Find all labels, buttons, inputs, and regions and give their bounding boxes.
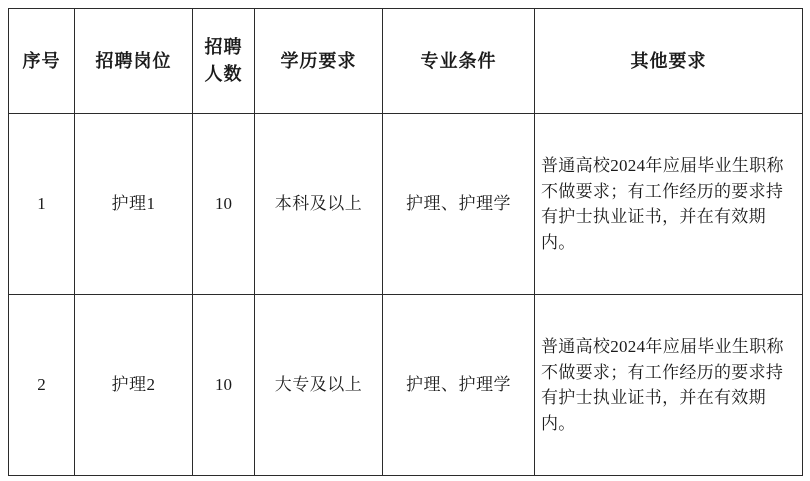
cell-seq: 2 — [9, 295, 75, 476]
column-header-other — [535, 9, 803, 114]
column-header-count-label-line1: 招聘 — [204, 37, 243, 57]
column-header-major-label: 专业条件 — [420, 50, 497, 71]
table-row — [9, 295, 803, 476]
cell-other-text: 普通高校2024年应届毕业生职称不做要求；有工作经历的要求持有护士执业证书，并在有效期内。 — [541, 337, 784, 433]
cell-seq: 1 — [9, 114, 75, 295]
cell-other — [535, 114, 803, 295]
column-header-post-label: 招聘岗位 — [95, 50, 172, 71]
cell-education: 本科及以上 — [255, 114, 383, 295]
table-header-row — [9, 9, 803, 114]
cell-other-text: 普通高校2024年应届毕业生职称不做要求；有工作经历的要求持有护士执业证书，并在有效期内。 — [541, 156, 784, 252]
table-body — [9, 114, 803, 476]
column-header-education-label: 学历要求 — [280, 50, 357, 71]
column-header-major — [383, 9, 535, 114]
recruitment-table — [8, 8, 803, 476]
cell-other — [535, 295, 803, 476]
column-header-education — [255, 9, 383, 114]
cell-major: 护理、护理学 — [383, 295, 535, 476]
table-row — [9, 114, 803, 295]
cell-count: 10 — [193, 295, 255, 476]
column-header-other-label: 其他要求 — [630, 50, 707, 71]
cell-count: 10 — [193, 114, 255, 295]
column-header-count — [193, 9, 255, 114]
cell-post: 护理1 — [75, 114, 193, 295]
column-header-post — [75, 9, 193, 114]
column-header-count-label-line2: 人数 — [204, 64, 243, 84]
table-header — [9, 9, 803, 114]
cell-major: 护理、护理学 — [383, 114, 535, 295]
cell-post: 护理2 — [75, 295, 193, 476]
cell-education: 大专及以上 — [255, 295, 383, 476]
column-header-seq-label: 序号 — [22, 50, 61, 71]
column-header-seq — [9, 9, 75, 114]
